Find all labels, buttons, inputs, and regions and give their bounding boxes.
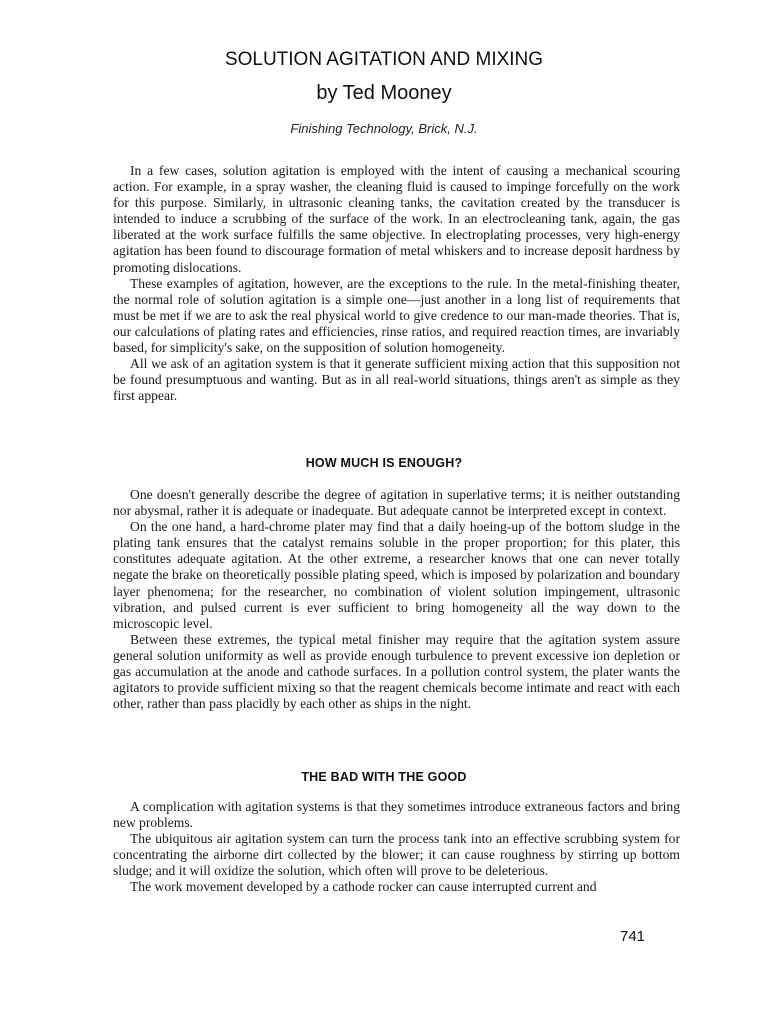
paragraph: On the one hand, a hard-chrome plater may find that a daily hoeing-up of the bottom sludge in the plating tank ensures that the catalyst remains soluble in the proper proportion; for this plater, this constitutes adequate agitation. At the other extreme, a researcher knows that one can never totally negate the brake on theoretically possible plating speed, which is imposed by polarization and boundary layer phenomena; for the researcher, no combination of violent solution impingement, ultrasonic vibration, and pulsed current is ever sufficient to bring homogeneity all the way down to the microscopic level. [113, 519, 680, 631]
paragraph: The work movement developed by a cathode rocker can cause interrupted current and [130, 879, 597, 895]
paragraph: One doesn't generally describe the degree of agitation in superlative terms; it is neither outstanding nor abysmal, rather it is adequate or inadequate. But adequate cannot be interpreted except in context. [113, 487, 680, 519]
article-author: by Ted Mooney [316, 82, 452, 104]
article-title: SOLUTION AGITATION AND MIXING [224, 49, 544, 70]
paragraph: A complication with agitation systems is that they sometimes introduce extraneous factors and bring new problems. [113, 799, 680, 831]
paragraph: These examples of agitation, however, are the exceptions to the rule. In the metal-finishing theater, the normal role of solution agitation is a simple one—just another in a long list of requirements that must be met if we are to ask the real physical world to give credence to our man-made theories. That is, our calculations of plating rates and efficiencies, rinse ratios, and required reaction times, are invariably based, for simplicity's sake, on the supposition of solution homogeneity. [113, 275, 680, 356]
section-heading: HOW MUCH IS ENOUGH? [305, 456, 463, 470]
paragraph: In a few cases, solution agitation is employed with the intent of causing a mechanical scouring action. For example, in a spray washer, the cleaning fluid is caused to impinge forcefully on the work for this purpose. Similarly, in ultrasonic cleaning tanks, the cavitation created by the transducer is intended to induce a scrubbing of the surface of the work. In an electrocleaning tank, again, the gas liberated at the work surface fulfills the same objective. In electroplating processes, very high-energy agitation has been found to discourage formation of metal whiskers and to increase deposit hardness by promoting dislocations. [113, 163, 680, 275]
author-affiliation: Finishing Technology, Brick, N.J. [290, 121, 478, 136]
intro-text [113, 163, 680, 404]
section-heading: THE BAD WITH THE GOOD [301, 770, 467, 784]
paragraph: All we ask of an agitation system is that it generate sufficient mixing action that this supposition not be found presumptuous and wanting. But as in all real-world situations, things aren't as simple as they first appear. [113, 356, 680, 404]
section-text [113, 799, 680, 896]
paragraph: Between these extremes, the typical metal finisher may require that the agitation system assure general solution uniformity as well as provide enough turbulence to prevent excessive ion depletion or gas accumulation at the anode and cathode surfaces. In a pollution control system, the plater wants the agitators to provide sufficient mixing so that the reagent chemicals become intimate and react with each other, rather than pass placidly by each other as ships in the night. [113, 631, 680, 712]
section-text [113, 487, 680, 712]
page-number: 741 [620, 928, 646, 945]
paragraph: The ubiquitous air agitation system can turn the process tank into an effective scrubbing system for concentrating the airborne dirt collected by the blower; it can cause roughness by stirring up bottom sludge; and it will oxidize the solution, which often will prove to be deleterious. [113, 831, 680, 879]
